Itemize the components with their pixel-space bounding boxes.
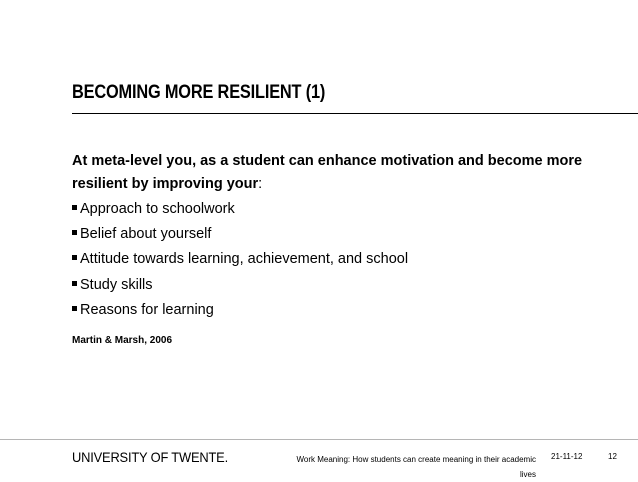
bullet-text: Attitude towards learning, achievement, and school — [80, 251, 409, 268]
intro-text — [72, 150, 612, 196]
square-bullet-icon — [72, 306, 77, 311]
bullet-item — [72, 275, 408, 300]
bullet-text: Approach to schoolwork — [80, 201, 235, 217]
bullet-text: Belief about yourself — [80, 226, 212, 243]
bullet-item — [72, 249, 408, 274]
footer-caption: Work Meaning: How students can create meaning in their academic lives — [296, 455, 536, 479]
title-divider — [72, 113, 638, 114]
citation: Martin & Marsh, 2006 — [72, 335, 173, 346]
slide-number: 12 — [608, 452, 617, 461]
square-bullet-icon — [72, 255, 77, 260]
slide-title: BECOMING MORE RESILIENT (1) — [72, 82, 326, 103]
square-bullet-icon — [72, 281, 77, 286]
bullet-text: Reasons for learning — [80, 301, 214, 318]
intro-colon: : — [258, 176, 263, 192]
bullet-list — [72, 199, 408, 325]
square-bullet-icon — [72, 205, 77, 210]
bullet-text: Study skills — [80, 276, 153, 293]
bullet-item — [72, 224, 408, 249]
square-bullet-icon — [72, 230, 77, 235]
university-logo: UNIVERSITY OF TWENTE. — [72, 449, 228, 465]
footer-date: 21-11-12 — [551, 452, 583, 461]
footer-divider — [0, 439, 638, 440]
bullet-item — [72, 199, 408, 224]
intro-bold-text: At meta-level you, as a student can enhance motivation and become more resilient by improving your — [72, 153, 583, 192]
bullet-item — [72, 300, 408, 325]
